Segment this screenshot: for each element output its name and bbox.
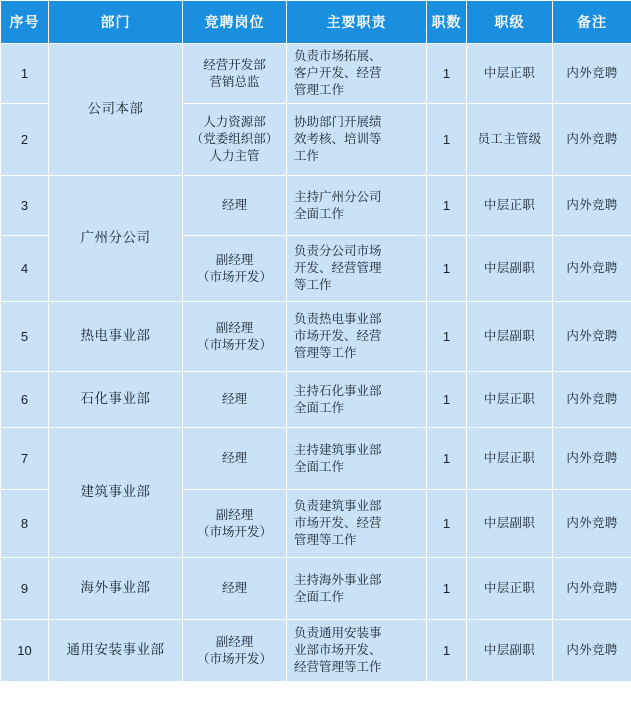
cell-line: 客户开发、经营 (294, 66, 382, 81)
table-row (1, 620, 631, 682)
cell-duty (287, 176, 427, 236)
column-header-duty: 主要职责 (287, 1, 427, 44)
table-body (1, 44, 631, 682)
cell-department: 广州分公司 (49, 176, 183, 302)
cell-duty (287, 490, 427, 558)
table-row (1, 176, 631, 236)
column-header-rank: 职级 (467, 1, 553, 44)
cell-line: 开发、经营管理 (294, 261, 382, 276)
cell-line: 管理工作 (294, 82, 345, 97)
cell-line: 主持海外事业部 (294, 572, 382, 587)
cell-note: 内外竞聘 (553, 236, 631, 302)
cell-note: 内外竞聘 (553, 428, 631, 490)
cell-line: 等工作 (294, 277, 332, 292)
cell-index: 3 (1, 176, 49, 236)
cell-note: 内外竞聘 (553, 558, 631, 620)
cell-duty (287, 428, 427, 490)
cell-index: 1 (1, 44, 49, 104)
cell-index: 10 (1, 620, 49, 682)
cell-line: （市场开发） (196, 651, 272, 666)
cell-position (183, 620, 287, 682)
cell-line: 人力主管 (209, 148, 260, 163)
cell-rank: 中层副职 (467, 490, 553, 558)
table-header-row (1, 1, 631, 44)
cell-line: 经理 (221, 451, 247, 466)
table-row (1, 428, 631, 490)
cell-rank: 中层正职 (467, 558, 553, 620)
cell-duty (287, 558, 427, 620)
cell-note: 内外竞聘 (553, 44, 631, 104)
cell-line: 全面工作 (294, 589, 345, 604)
cell-position (183, 372, 287, 428)
cell-line: 副经理 (215, 507, 254, 522)
cell-line: 经理 (221, 198, 247, 213)
cell-line: （市场开发） (196, 337, 272, 352)
cell-count: 1 (427, 372, 467, 428)
cell-department: 海外事业部 (49, 558, 183, 620)
cell-duty (287, 44, 427, 104)
cell-line: 经营管理等工作 (294, 659, 382, 674)
cell-position (183, 428, 287, 490)
cell-line: 负责建筑事业部 (294, 499, 382, 514)
cell-index: 6 (1, 372, 49, 428)
cell-line: 全面工作 (294, 400, 345, 415)
table-row (1, 302, 631, 372)
cell-line: 市场开发、经营 (294, 329, 382, 344)
cell-line: 负责通用安装事 (294, 626, 382, 641)
table-row (1, 44, 631, 104)
column-header-note: 备注 (553, 1, 631, 44)
cell-index: 7 (1, 428, 49, 490)
column-header-position: 竞聘岗位 (183, 1, 287, 44)
cell-line: 主持石化事业部 (294, 383, 382, 398)
table-header (1, 1, 631, 44)
cell-line: （市场开发） (196, 524, 272, 539)
cell-position (183, 302, 287, 372)
cell-position (183, 490, 287, 558)
cell-count: 1 (427, 558, 467, 620)
cell-rank: 中层正职 (467, 428, 553, 490)
cell-duty (287, 372, 427, 428)
cell-index: 5 (1, 302, 49, 372)
cell-count: 1 (427, 490, 467, 558)
cell-line: 市场开发、经营 (294, 516, 382, 531)
cell-note: 内外竞聘 (553, 372, 631, 428)
cell-note: 内外竞聘 (553, 490, 631, 558)
table-row (1, 558, 631, 620)
cell-line: 管理等工作 (294, 532, 357, 547)
cell-index: 2 (1, 104, 49, 176)
cell-index: 9 (1, 558, 49, 620)
cell-note: 内外竞聘 (553, 176, 631, 236)
cell-rank: 中层副职 (467, 236, 553, 302)
cell-line: 负责分公司市场 (294, 244, 382, 259)
cell-rank: 员工主管级 (467, 104, 553, 176)
cell-line: 工作 (294, 148, 320, 163)
cell-line: 经理 (221, 581, 247, 596)
cell-count: 1 (427, 104, 467, 176)
cell-count: 1 (427, 176, 467, 236)
cell-duty (287, 104, 427, 176)
cell-line: 副经理 (215, 252, 254, 267)
cell-position (183, 44, 287, 104)
cell-rank: 中层正职 (467, 372, 553, 428)
cell-duty (287, 620, 427, 682)
cell-note: 内外竞聘 (553, 104, 631, 176)
cell-line: 经理 (221, 392, 247, 407)
cell-department: 公司本部 (49, 44, 183, 176)
cell-index: 4 (1, 236, 49, 302)
cell-rank: 中层副职 (467, 620, 553, 682)
cell-line: 效考核、培训等 (294, 132, 382, 147)
column-header-department: 部门 (49, 1, 183, 44)
cell-line: 全面工作 (294, 206, 345, 221)
cell-note: 内外竞聘 (553, 620, 631, 682)
column-header-index: 序号 (1, 1, 49, 44)
cell-rank: 中层正职 (467, 176, 553, 236)
cell-line: 协助部门开展绩 (294, 115, 382, 130)
cell-line: 副经理 (215, 320, 254, 335)
cell-line: （市场开发） (196, 269, 272, 284)
cell-department: 石化事业部 (49, 372, 183, 428)
cell-duty (287, 236, 427, 302)
column-header-count: 职数 (427, 1, 467, 44)
cell-position (183, 236, 287, 302)
cell-line: 经营开发部 (203, 57, 266, 72)
cell-duty (287, 302, 427, 372)
cell-line: 主持广州分公司 (294, 189, 382, 204)
table-row (1, 372, 631, 428)
cell-line: 负责热电事业部 (294, 312, 382, 327)
cell-count: 1 (427, 302, 467, 372)
cell-line: 管理等工作 (294, 345, 357, 360)
cell-line: （党委组织部） (190, 132, 279, 147)
cell-rank: 中层副职 (467, 302, 553, 372)
cell-department: 通用安装事业部 (49, 620, 183, 682)
cell-rank: 中层正职 (467, 44, 553, 104)
cell-count: 1 (427, 620, 467, 682)
cell-line: 主持建筑事业部 (294, 442, 382, 457)
cell-position (183, 558, 287, 620)
cell-count: 1 (427, 44, 467, 104)
cell-line: 负责市场拓展、 (294, 49, 382, 64)
cell-line: 副经理 (215, 634, 254, 649)
cell-line: 全面工作 (294, 459, 345, 474)
cell-index: 8 (1, 490, 49, 558)
cell-count: 1 (427, 428, 467, 490)
cell-line: 营销总监 (209, 74, 260, 89)
cell-department: 热电事业部 (49, 302, 183, 372)
cell-department: 建筑事业部 (49, 428, 183, 558)
cell-count: 1 (427, 236, 467, 302)
cell-line: 人力资源部 (203, 115, 266, 130)
cell-line: 业部市场开发、 (294, 643, 382, 658)
cell-note: 内外竞聘 (553, 302, 631, 372)
cell-position (183, 176, 287, 236)
cell-position (183, 104, 287, 176)
